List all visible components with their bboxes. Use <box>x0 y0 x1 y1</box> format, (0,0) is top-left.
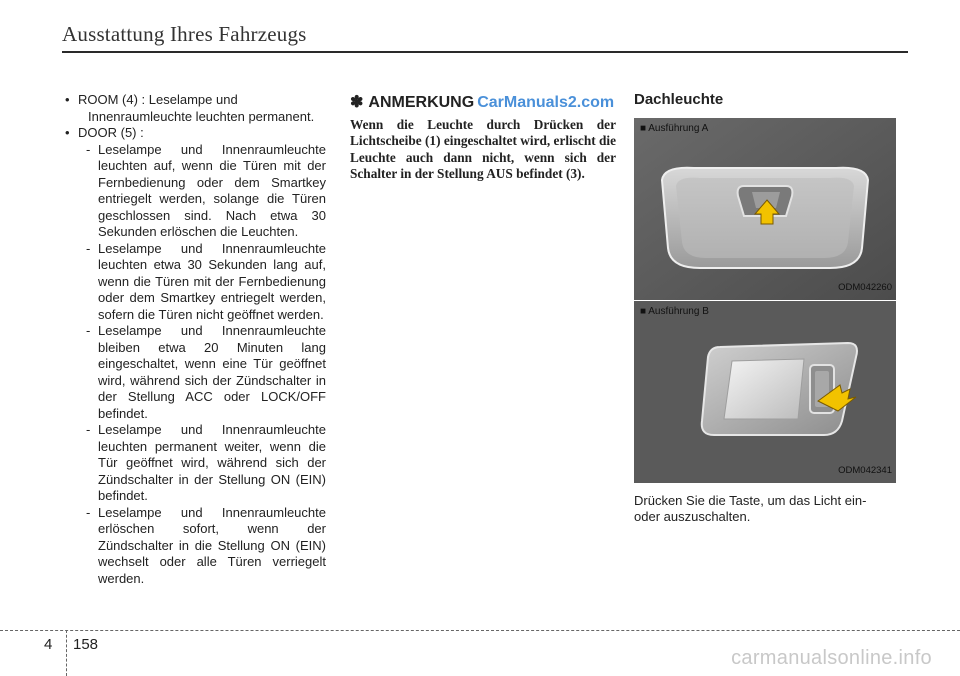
room-line2: Innenraumleuchte leuchten permanent. <box>88 108 315 124</box>
bullet-dot: • <box>65 125 70 140</box>
door-bullet <box>65 125 326 142</box>
footer-divider <box>66 630 67 676</box>
section-heading: Dachleuchte <box>634 91 724 108</box>
room-line1: ROOM (4) : Leselampe und <box>78 92 238 107</box>
door-item: - Leselampe und Innenraumleuchte erlöschen sofort, wenn der Zündschalter in die Stellung ON (EIN) wechselt oder alle Türen verriegelt werden. <box>86 504 326 586</box>
door-item-text: Leselampe und Innenraumleuchte leuchten permanent weiter, wenn die Tür geöffnet wird, während sich der Zündschalter in der Stellung ON (EIN) befindet. <box>98 422 326 503</box>
page-header-title: Ausstattung Ihres Fahrzeugs <box>62 22 307 46</box>
figure-variant-a <box>634 118 896 300</box>
note-heading-text: ANMERKUNG <box>368 93 475 111</box>
figure-variant-b <box>634 301 896 483</box>
door-item: - Leselampe und Innenraumleuchte leuchten permanent weiter, wenn die Tür geöffnet wird, während sich der Zündschalter in der Stellung ON (EIN) befindet. <box>86 422 326 503</box>
chapter-number: 4 <box>44 636 53 653</box>
note-column <box>350 92 616 182</box>
figure-code-b: ODM042341 <box>838 465 892 476</box>
left-column <box>65 92 326 587</box>
note-heading <box>350 92 616 114</box>
door-item: - Leselampe und Innenraumleuchte bleiben etwa 20 Minuten lang eingeschaltet, wenn eine Tür geöffnet wird, während sich der Zündschalter in der Stellung ACC oder LOCK/OFF befindet. <box>86 323 326 421</box>
door-item: - Leselampe und Innenraumleuchte leuchten etwa 30 Sekunden lang auf, wenn die Türen mit der Fernbedienung oder dem Smartkey entriegelt werden, sofern die Türen nicht geöffnet werden. <box>86 240 326 322</box>
door-label: DOOR (5) : <box>78 125 144 140</box>
footer-rule <box>0 630 960 631</box>
header-rule <box>62 51 908 53</box>
right-column <box>634 92 896 525</box>
dome-lamp-a-image <box>634 118 896 300</box>
dome-lamp-b-image <box>634 301 896 483</box>
instruction-paragraph: Drücken Sie die Taste, um das Licht ein- oder auszuschalten. <box>634 492 867 524</box>
note-star-icon: ✽ <box>350 93 364 111</box>
door-item-text: Leselampe und Innenraumleuchte bleiben etwa 20 Minuten lang eingeschaltet, wenn eine Tür geöffnet wird, während sich der Zündschalter in der Stellung ACC oder LOCK/OFF befindet. <box>98 323 326 421</box>
door-item-text: Leselampe und Innenraumleuchte erlöschen sofort, wenn der Zündschalter in die Stellung ON (EIN) wechselt oder alle Türen verriegelt werden. <box>98 504 326 586</box>
figure-label-a: ■ Ausführung A <box>640 122 709 134</box>
door-item-text: Leselampe und Innenraumleuchte leuchten auf, wenn die Türen mit der Fernbedienung oder dem Smartkey entriegelt werden, solange die Türen geschlossen sind. Nach etwa 30 Sekunden erlöschen die Leuchten. <box>98 141 326 239</box>
watermark-link[interactable]: CarManuals2.com <box>477 93 615 111</box>
note-body: Wenn die Leuchte durch Drücken der Lichtscheibe (1) eingeschaltet wird, erlischt die Leuchte auch dann nicht, wenn sich der Schalter in der Stellung AUS befindet (3). <box>350 117 616 181</box>
site-watermark[interactable]: carmanualsonline.info <box>731 647 932 669</box>
door-item-text: Leselampe und Innenraumleuchte leuchten etwa 30 Sekunden lang auf, wenn die Türen mit der Fernbedienung oder dem Smartkey entriegelt werden, sofern die Türen nicht geöffnet werden. <box>98 240 326 322</box>
figure-code-a: ODM042260 <box>838 282 892 293</box>
door-item: - Leselampe und Innenraumleuchte leuchten auf, wenn die Türen mit der Fernbedienung oder dem Smartkey entriegelt werden, solange die Türen geschlossen sind. Nach etwa 30 Sekunden erlöschen die Leuchten. <box>86 141 326 239</box>
page-number: 158 <box>73 636 99 653</box>
room-bullet <box>65 92 326 109</box>
bullet-dot: • <box>65 92 70 107</box>
figure-label-b: ■ Ausführung B <box>640 305 709 317</box>
